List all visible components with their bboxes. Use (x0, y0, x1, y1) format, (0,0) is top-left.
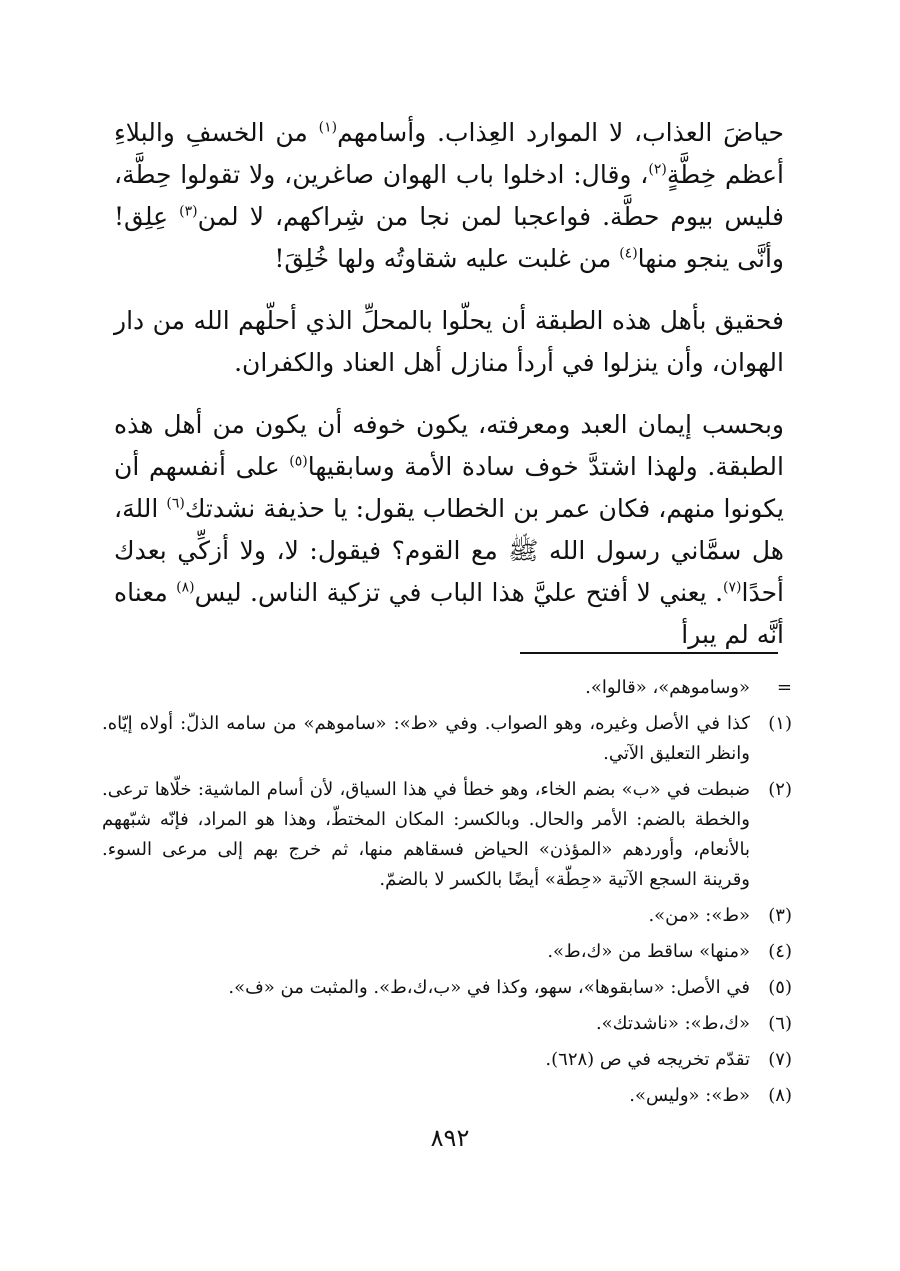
footnote (102, 937, 792, 967)
footnote-number: (٢) (768, 779, 792, 800)
footnote-number: (٦) (768, 1013, 792, 1034)
footnote-number: = (776, 677, 792, 698)
footnote-marker: (٥) (289, 453, 308, 470)
footnote-text: «وساموهم»، «قالوا». (585, 677, 750, 698)
footnote-text: في الأصل: «سابقوها»، سهو، وكذا في «ب،ك،ط». والمثبت من «ف». (228, 977, 750, 998)
footnote-marker: (١) (318, 119, 338, 136)
footnote-text: ضبطت في «ب» بضم الخاء، وهو خطأ في هذا السياق، لأن أسام الماشية: خلّاها ترعى. والخطة بالضم: الأمر والحال. وبالكسر: المكان المختطّ، وهذا هو المراد، فإنّه شبّههم بالأنعام، وأوردهم «المؤذن» الحياض فسقاهم منها، ثم خرج بهم إلى مرعى السوء. وقرينة السجع الآتية «حِطّة» أيضًا بالكسر لا بالضمّ. (102, 779, 750, 890)
text-segment: حياضَ العذاب، لا الموارد العِذاب. وأسامهم (337, 118, 784, 147)
footnote (102, 1009, 792, 1039)
footnote-marker: (٢) (648, 161, 667, 178)
footnote (102, 775, 792, 895)
footnote-marker: (٤) (619, 245, 638, 262)
text-segment: على أنفسهم أن يكونوا منهم، فكان عمر بن الخطاب يقول: يا حذيفة نشدتك (114, 452, 784, 523)
footnote-number: (١) (768, 713, 792, 734)
footnote-number: (٣) (768, 905, 792, 926)
footnote-marker: (٦) (166, 495, 185, 512)
text-segment: فحقيق بأهل هذه الطبقة أن يحلّوا بالمحلِّ الذي أحلّهم الله من دار الهوان، وأن ينزلوا في أردأ منازل أهل العناد والكفران. (114, 306, 784, 377)
paragraph (114, 300, 784, 384)
footnote-number: (٥) (768, 977, 792, 998)
footnote-text: كذا في الأصل وغيره، وهو الصواب. وفي «ط»: «ساموهم» من سامه الذلّ: أولاه إيّاه. وانظر التعليق الآتي. (102, 713, 750, 764)
footnote-number: (٨) (768, 1085, 792, 1106)
footnote-marker: (٣) (179, 203, 198, 220)
text-segment: اللهَ، هل سمَّاني رسول الله ﷺ مع القوم؟ فيقول: لا، ولا أزكِّي بعدك أحدًا (114, 494, 784, 607)
footnote (102, 973, 792, 1003)
main-text (114, 112, 784, 656)
footnote-separator (520, 652, 778, 654)
footnote-text: «منها» ساقط من «ك،ط». (547, 941, 750, 962)
footnote (102, 1045, 792, 1075)
footnote (102, 901, 792, 931)
footnote-marker: (٧) (723, 579, 742, 596)
text-segment: وبحسب إيمان العبد ومعرفته، يكون خوفه أن يكون من أهل هذه الطبقة. ولهذا اشتدَّ خوف سادة الأمة وسابقيها (114, 410, 784, 481)
footnote-text: «ط»: «من». (648, 905, 750, 926)
text-segment: ، وقال: ادخلوا باب الهوان صاغرين، ولا تقولوا حِطَّة، فليس بيوم حطَّة. فواعجبا لمن نجا من شِراكهم، لا لمن (114, 160, 784, 231)
footnote-number: (٤) (768, 941, 792, 962)
footnote (102, 709, 792, 769)
paragraph (114, 404, 784, 656)
footnote (102, 673, 792, 703)
footnote-number: (٧) (768, 1049, 792, 1070)
text-segment: . يعني لا أفتح عليَّ هذا الباب في تزكية الناس. ليس (194, 578, 724, 607)
page-number: ٨٩٢ (430, 1124, 470, 1152)
footnote-text: تقدّم تخريجه في ص (٦٢٨). (545, 1049, 750, 1070)
paragraph (114, 112, 784, 280)
footnote-marker: (٨) (176, 579, 195, 596)
footnote (102, 1081, 792, 1111)
text-segment: معناه أنَّه لم يبرأ (114, 578, 784, 649)
text-segment: عِلِق! وأنَّى ينجو منها (114, 202, 784, 273)
footnote-text: «ط»: «وليس». (629, 1085, 750, 1106)
footnotes (102, 673, 792, 1117)
text-segment: من الخسفِ والبلاءِ أعظم خِطَّةٍ (114, 118, 784, 189)
footnote-text: «ك،ط»: «ناشدتك». (595, 1013, 750, 1034)
text-segment: من غلبت عليه شقاوتُه ولها خُلِقَ! (274, 244, 620, 273)
